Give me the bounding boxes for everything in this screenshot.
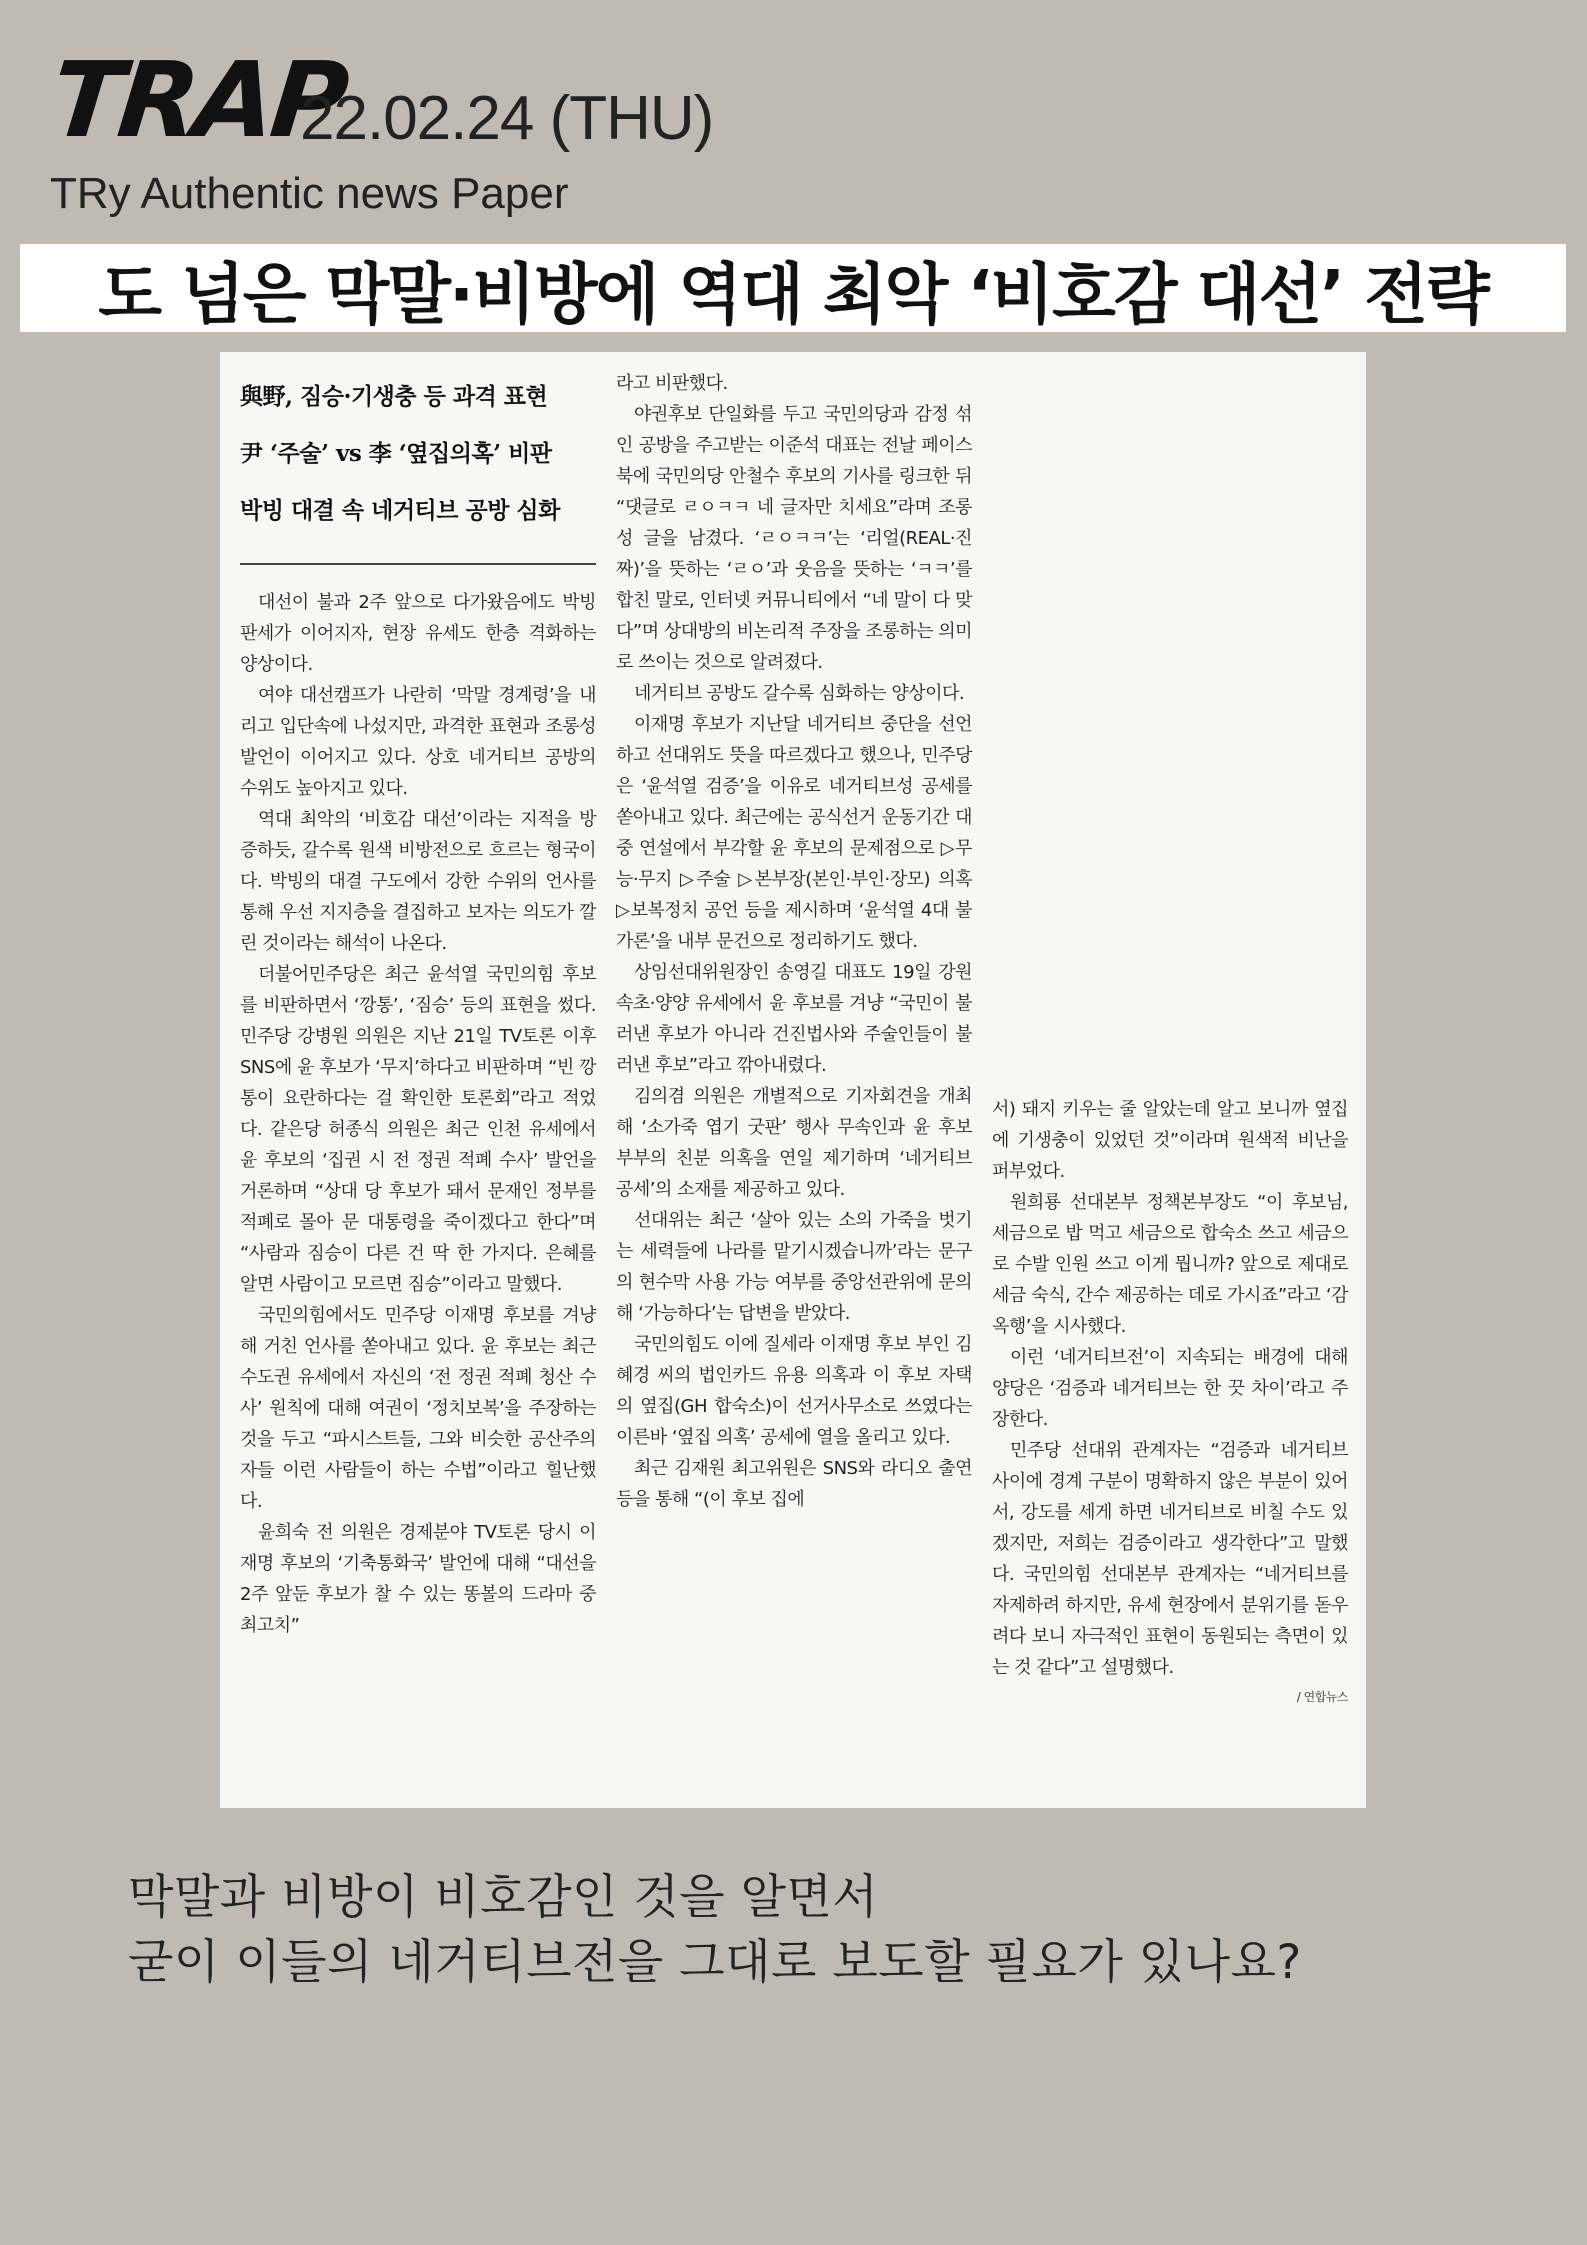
paragraph: 윤희숙 전 의원은 경제분야 TV토론 당시 이재명 후보의 ‘기축통화국’ 발언에 대해 “대선을 2주 앞둔 후보가 찰 수 있는 똥볼의 드라마 중 최고치” xyxy=(240,1522,596,1636)
divider xyxy=(240,563,596,565)
comment-line: 막말과 비방이 비호감인 것을 알면서 xyxy=(128,1870,879,1925)
headline: 도 넘은 막말·비방에 역대 최악 ‘비호감 대선’ 전략 xyxy=(98,255,1488,332)
paragraph: 김의겸 의원은 개별적으로 기자회견을 개최해 ‘소가죽 엽기 굿판’ 행사 무속인과 윤 후보 부부의 친분 의혹을 연일 제기하며 ‘네거티브 공세’의 소재를 제공하고 있다. xyxy=(616,1086,972,1200)
news-clipping xyxy=(220,352,1366,1808)
paragraph: 선대위는 최근 ‘살아 있는 소의 가죽을 벗기는 세력들에 나라를 맡기시겠습니까’라는 문구의 현수막 사용 가능 여부를 중앙선관위에 문의해 ‘가능하다’는 답변을 받았다. xyxy=(616,1210,972,1324)
article-column-2 xyxy=(616,368,972,1515)
paragraph: 여야 대선캠프가 나란히 ‘막말 경계령’을 내리고 입단속에 나섰지만, 과격한 표현과 조롱성 발언이 이어지고 있다. 상호 네거티브 공방의 수위도 높아지고 있다. xyxy=(240,685,596,799)
paragraph: 대선이 불과 2주 앞으로 다가왔음에도 박빙 판세가 이어지자, 현장 유세도 한층 격화하는 양상이다. xyxy=(240,592,596,675)
paragraph: 더불어민주당은 최근 윤석열 국민의힘 후보를 비판하면서 ‘깡통’, ‘짐승’ 등의 표현을 썼다. 민주당 강병원 의원은 지난 21일 TV토론 이후 SNS에 윤 후보가 ‘무지’하다고 비판하며 “빈 깡통이 요란하다는 걸 확인한 토론회”라고 적었다. 같은당 허종식 의원은 최근 인천 유세에서 윤 후보의 ‘집권 시 전 정권 적폐 수사’ 발언을 거론하며 “상대 당 후보가 돼서 문재인 정부를 적폐로 몰아 문 대통령을 죽이겠다고 한다”며 “사람과 짐승이 다른 건 딱 한 가지다. 은혜를 알면 사람이고 모르면 짐승”이라고 말했다. xyxy=(240,964,596,1295)
paragraph: 최근 김재원 최고위원은 SNS와 라디오 출연 등을 통해 “(이 후보 집에 xyxy=(616,1458,972,1510)
trap-logo: TRAP xyxy=(45,39,351,161)
source-credit: / 연합뉴스 xyxy=(1296,1690,1348,1704)
paragraph: 민주당 선대위 관계자는 “검증과 네거티브 사이에 경계 구분이 명확하지 않은 부분이 있어서, 강도를 세게 하면 네거티브로 비칠 수도 있겠지만, 저희는 검증이라고 생각한다”고 말했다. 국민의힘 선대본부 관계자는 “네거티브를 자제하려 하지만, 유세 현장에서 분위기를 돋우려다 보니 자극적인 표현이 동원되는 측면이 있는 것 같다”고 설명했다. xyxy=(992,1440,1348,1678)
paragraph: 이런 ‘네거티브전’이 지속되는 배경에 대해 양당은 ‘검증과 네거티브는 한 끗 차이’라고 주장한다. xyxy=(992,1347,1348,1430)
paragraph: 라고 비판했다. xyxy=(616,373,728,394)
headline-bar xyxy=(20,244,1566,332)
paragraph: 역대 최악의 ‘비호감 대선’이라는 지적을 방증하듯, 갈수록 원색 비방전으로 흐르는 형국이다. 박빙의 대결 구도에서 강한 수위의 언사를 통해 우선 지지층을 결집하고 보자는 의도가 깔린 것이라는 해석이 나온다. xyxy=(240,809,596,954)
paragraph: 네거티브 공방도 갈수록 심화하는 양상이다. xyxy=(634,683,965,704)
paragraph: 원희룡 선대본부 정책본부장도 “이 후보님, 세금으로 밥 먹고 세금으로 합숙소 쓰고 세금으로 수발 인원 쓰고 이게 뭡니까? 앞으로 제대로 세금 숙식, 간수 제공하는 데로 가시죠”라고 ‘감옥행’을 시사했다. xyxy=(992,1192,1348,1337)
paragraph: 서) 돼지 키우는 줄 알았는데 알고 보니까 옆집에 기생충이 있었던 것”이라며 원색적 비난을 퍼부었다. xyxy=(992,1099,1348,1182)
article-column-1 xyxy=(240,368,596,1641)
issue-date: 22.02.24 (THU) xyxy=(300,84,714,153)
tagline: TRy Authentic news Paper xyxy=(50,169,569,218)
editor-comment xyxy=(128,1866,1302,1996)
article-column-3 xyxy=(992,1094,1348,1707)
paragraph: 상임선대위원장인 송영길 대표도 19일 강원 속초·양양 유세에서 윤 후보를 겨냥 “국민이 불러낸 후보가 아니라 건진법사와 주술인들이 불러낸 후보”라고 깎아내렸다. xyxy=(616,962,972,1076)
paragraph: 국민의힘에서도 민주당 이재명 후보를 겨냥해 거친 언사를 쏟아내고 있다. 윤 후보는 최근 수도권 유세에서 자신의 ‘전 정권 적폐 청산 수사’ 원칙에 대해 여권이 ‘정치보복’을 주장하는 것을 두고 “파시스트들, 그와 비슷한 공산주의자들 이런 사람들이 하는 수법”이라고 힐난했다. xyxy=(240,1305,596,1512)
subheads xyxy=(240,368,596,539)
comment-line: 굳이 이들의 네거티브전을 그대로 보도할 필요가 있나요? xyxy=(128,1934,1302,1990)
subhead: 與野, 짐승·기생충 등 과격 표현 xyxy=(240,383,548,410)
paragraph: 이재명 후보가 지난달 네거티브 중단을 선언하고 선대위도 뜻을 따르겠다고 했으나, 민주당은 ‘윤석열 검증’을 이유로 네거티브성 공세를 쏟아내고 있다. 최근에는 공식선거 운동기간 대중 연설에서 부각할 윤 후보의 문제점으로 ▷무능·무지 ▷주술 ▷본부장(본인·부인·장모) 의혹 ▷보복정치 공언 등을 제시하며 ‘윤석열 4대 불가론’을 내부 문건으로 정리하기도 했다. xyxy=(616,714,972,952)
paragraph: 국민의힘도 이에 질세라 이재명 후보 부인 김혜경 씨의 법인카드 유용 의혹과 이 후보 자택의 옆집(GH 합숙소)이 선거사무소로 쓰였다는 이른바 ‘옆집 의혹’ 공세에 열을 올리고 있다. xyxy=(616,1334,972,1448)
paragraph: 야권후보 단일화를 두고 국민의당과 감정 섞인 공방을 주고받는 이준석 대표는 전날 페이스북에 국민의당 안철수 후보의 기사를 링크한 뒤 “댓글로 ㄹㅇㅋㅋ 네 글자만 치세요”라며 조롱성 글을 남겼다. ‘ㄹㅇㅋㅋ’는 ‘리얼(REAL·진짜)’을 뜻하는 ‘ㄹㅇ’과 웃음을 뜻하는 ‘ㅋㅋ’를 합친 말로, 인터넷 커뮤니티에서 “네 말이 다 맞다”며 상대방의 비논리적 주장을 조롱하는 의미로 쓰이는 것으로 알려졌다. xyxy=(616,404,972,673)
subhead: 박빙 대결 속 네거티브 공방 심화 xyxy=(240,497,560,524)
subhead: 尹 ‘주술’ vs 李 ‘옆집의혹’ 비판 xyxy=(240,440,552,467)
